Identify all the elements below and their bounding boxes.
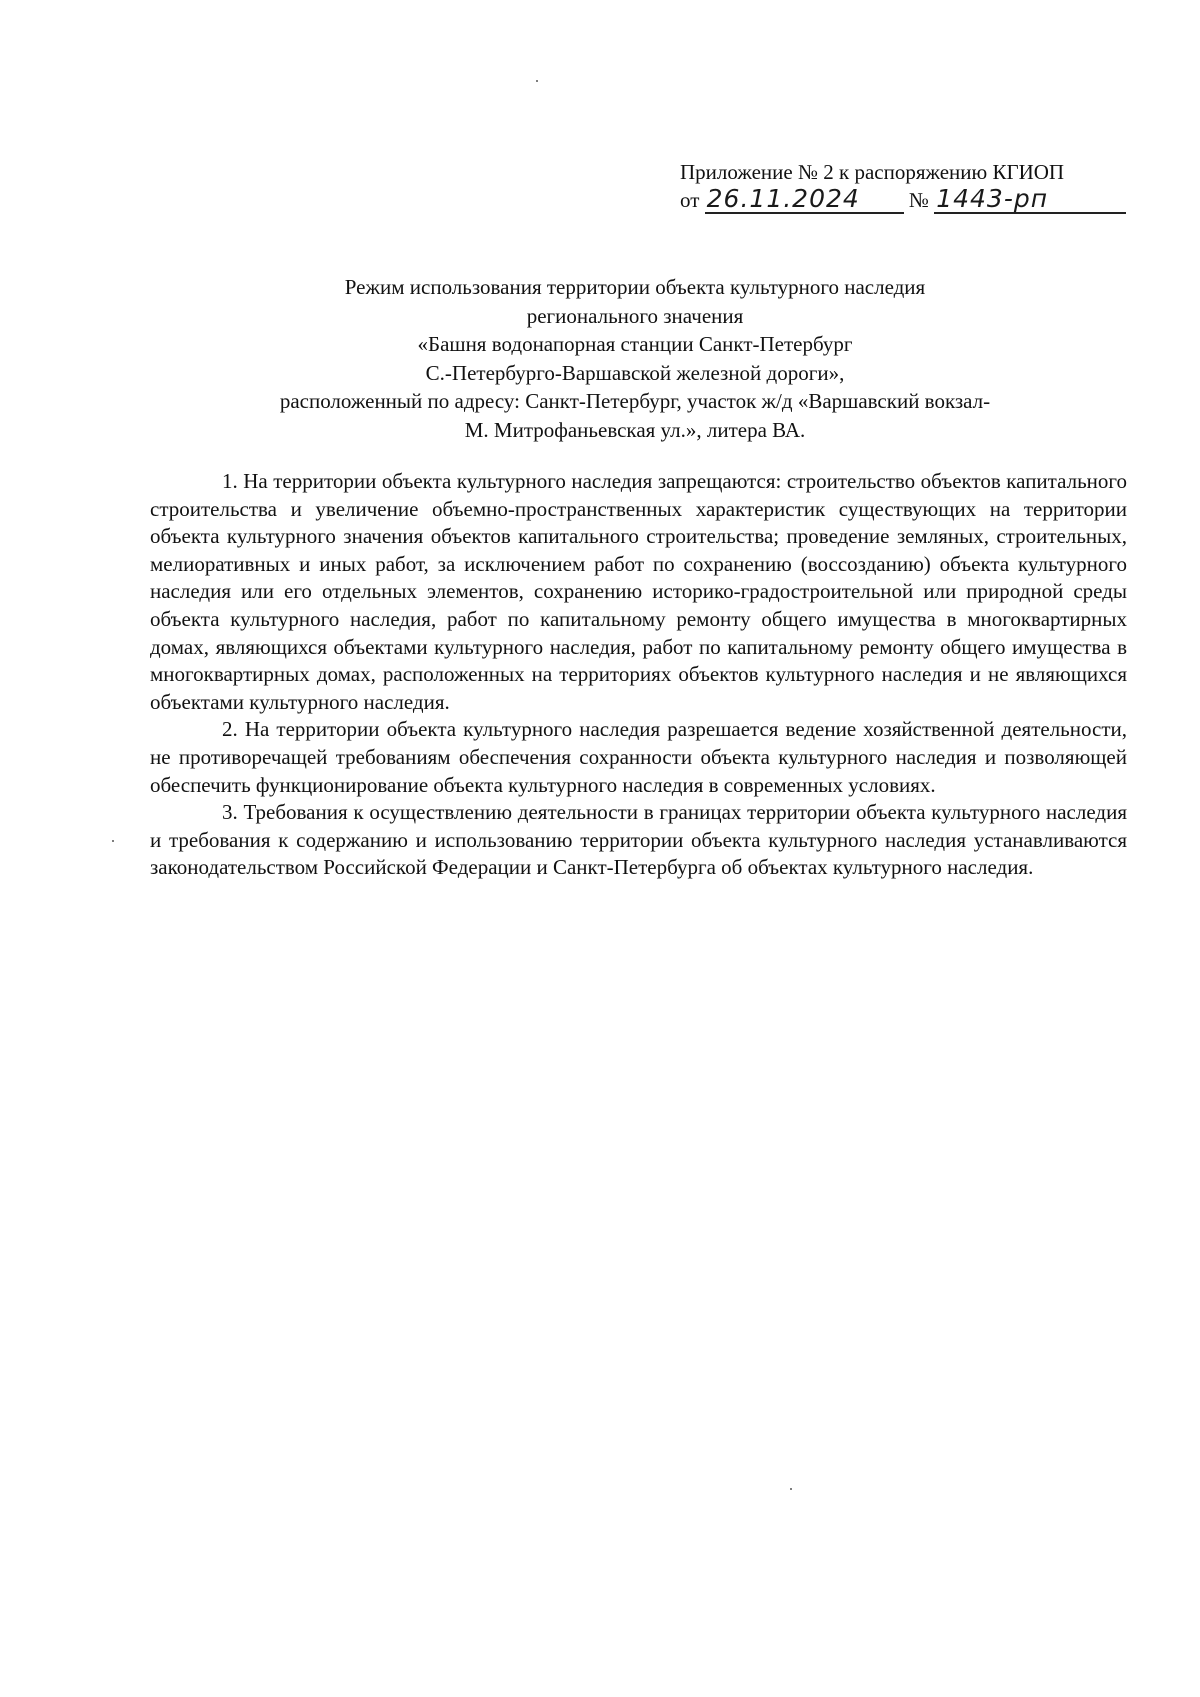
title-line: С.-Петербурго-Варшавской железной дороги», xyxy=(425,360,845,385)
scan-speck xyxy=(536,80,538,82)
appendix-caption: Приложение № 2 к распоряжению КГИОП xyxy=(680,160,1065,184)
date-field xyxy=(705,184,904,214)
number-field xyxy=(934,184,1126,214)
document-title xyxy=(140,273,1130,444)
paragraph-2: 2. На территории объекта культурного наследия разрешается ведение хозяйственной деятельности, не противоречащей требованиям обеспечения сохранности объекта культурного наследия и позволяющей обеспечить функционирование объекта культурного наследия в современных условиях. xyxy=(150,717,1127,797)
scan-speck xyxy=(112,840,114,842)
number-label: № xyxy=(908,188,929,212)
appendix-header xyxy=(680,158,1126,214)
from-label: от xyxy=(680,188,700,212)
appendix-date-number-line xyxy=(680,186,1126,214)
title-line: «Башня водонапорная станции Санкт-Петербург xyxy=(417,332,853,356)
title-line: регионального значения xyxy=(526,303,744,328)
handwritten-number: 1443-рп xyxy=(936,184,1049,213)
title-line: расположенный по адресу: Санкт-Петербург, участок ж/д «Варшавский вокзал- xyxy=(279,389,991,413)
scan-speck xyxy=(790,1488,792,1490)
title-line: М. Митрофаньевская ул.», литера ВА. xyxy=(464,417,806,442)
paragraph-3: 3. Требования к осуществлению деятельности в границах территории объекта культурного наследия и требования к содержанию и использованию территории объекта культурного наследия устанавливаются законодательством Российской Федерации и Санкт-Петербурга об объектах культурного наследия. xyxy=(150,800,1127,880)
title-line: Режим использования территории объекта культурного наследия xyxy=(344,275,926,299)
document-body xyxy=(150,468,1127,882)
paragraph-1: 1. На территории объекта культурного наследия запрещаются: строительство объектов капитального строительства и увеличение объемно-пространственных характеристик существующих на территории объекта культурного значения объектов капитального строительства; проведение земляных, строительных, мелиоративных и иных работ, за исключением работ по сохранению (воссозданию) объекта культурного наследия или его отдельных элементов, сохранению историко-градостроительной или природной среды объекта культурного наследия, работ по капитальному ремонту общего имущества в многоквартирных домах, являющихся объектами культурного наследия, работ по капитальному ремонту общего имущества в многоквартирных домах, расположенных на территориях объектов культурного наследия и не являющихся объектами культурного наследия. xyxy=(150,469,1127,714)
handwritten-date: 26.11.2024 xyxy=(706,184,860,213)
